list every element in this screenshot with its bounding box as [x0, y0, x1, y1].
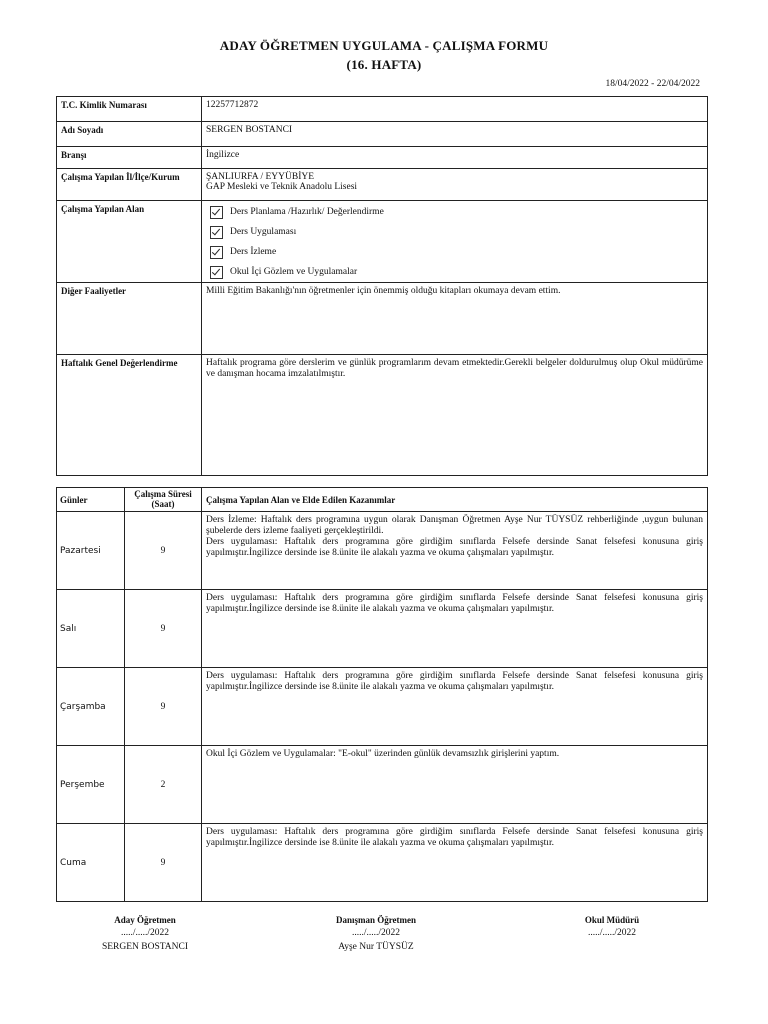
form-title: ADAY ÖĞRETMEN UYGULAMA - ÇALIŞMA FORMU [219, 38, 549, 53]
hours-monday: 9 [125, 512, 202, 590]
place-label: Çalışma Yapılan İl/İlçe/Kurum [57, 169, 202, 201]
work-tuesday: Ders uygulaması: Haftalık ders programına göre girdiğim sınıflarda Felsefe dersinde Sanat felsefesi konusuna giriş yapılmıştır.İngilizce dersinde ise 8.ünite ile alakalı yazma ve okuma çalışmaları yapılmıştır. [202, 590, 708, 668]
area-item-observation [202, 242, 707, 262]
area-item-label: Okul İçi Gözlem ve Uygulamalar [230, 267, 358, 277]
checkbox-checked-icon[interactable] [210, 226, 223, 239]
col-hours-line-1: Çalışma Süresi [134, 489, 192, 500]
work-text: Ders İzleme: Haftalık ders programına uygun olarak Danışman Öğretmen Ayşe Nur TÜYSÜZ rehberliğinde ,uygun bulunan şubelerde ders izleme faaliyeti gerçekleştirildi. [206, 515, 703, 536]
eval-label: Haftalık Genel Değerlendirme [57, 355, 202, 476]
eval-value: Haftalık programa göre derslerim ve günlük programlarım devam etmektedir.Gerekli belgeler doldurulmuş olup Okul müdürüme ve danışman hocama imzalatılmıştır. [202, 355, 708, 476]
advisor-role: Danışman Öğretmen [335, 915, 417, 925]
work-friday: Ders uygulaması: Haftalık ders programına göre girdiğim sınıflarda Felsefe dersinde Sanat felsefesi konusuna giriş yapılmıştır.İngilizce dersinde ise 8.ünite ile alakalı yazma ve okuma çalışmaları yapılmıştır. [202, 824, 708, 902]
table-row [57, 824, 708, 902]
name-label: Adı Soyadı [57, 122, 202, 147]
principal-date: ...../...../2022 [587, 928, 637, 939]
advisor-name: Ayşe Nur TÜYSÜZ [338, 941, 414, 952]
candidate-name: SERGEN BOSTANCI [101, 941, 189, 952]
other-label: Diğer Faaliyetler [57, 283, 202, 355]
col-hours [125, 488, 202, 512]
area-checklist [202, 201, 708, 283]
table-row [57, 590, 708, 668]
checkbox-checked-icon[interactable] [210, 246, 223, 259]
work-monday [202, 512, 708, 590]
signature-candidate [45, 914, 245, 955]
place-value [202, 169, 708, 201]
hours-friday: 9 [125, 824, 202, 902]
checkbox-checked-icon[interactable] [210, 206, 223, 219]
branch-value: İngilizce [202, 147, 708, 169]
other-value: Milli Eğitim Bakanlığı'nın öğretmenler için önemmiş olduğu kitapları okumaya devam ettim. [202, 283, 708, 355]
col-work: Çalışma Yapılan Alan ve Elde Edilen Kazanımlar [202, 488, 708, 512]
day-friday: Cuma [57, 824, 125, 902]
table-row [57, 746, 708, 824]
area-item-label: Ders Planlama /Hazırlık/ Değerlendirme [230, 207, 384, 217]
area-item-teaching [202, 222, 707, 242]
branch-label: Branşı [57, 147, 202, 169]
hours-thursday: 2 [125, 746, 202, 824]
place-line-1: ŞANLIURFA / EYYÜBİYE [206, 172, 315, 182]
hours-wednesday: 9 [125, 668, 202, 746]
checkbox-checked-icon[interactable] [210, 266, 223, 279]
place-line-2: GAP Mesleki ve Teknik Anadolu Lisesi [206, 182, 358, 193]
tc-label: T.C. Kimlik Numarası [57, 97, 202, 122]
work-text: Ders uygulaması: Haftalık ders programına göre girdiğim sınıflarda Felsefe dersinde Sanat felsefesi konusuna giriş yapılmıştır.İngilizce dersinde ise 8.ünite ile alakalı yazma ve okuma çalışmaları yapılmıştır. [206, 536, 703, 558]
area-label: Çalışma Yapılan Alan [57, 201, 202, 283]
advisor-date: ...../...../2022 [351, 928, 401, 939]
day-monday: Pazartesi [57, 512, 125, 590]
area-item-planning [202, 202, 707, 222]
area-item-label: Ders Uygulaması [230, 227, 297, 237]
col-days: Günler [57, 488, 125, 512]
principal-role: Okul Müdürü [584, 915, 640, 925]
signature-advisor [276, 914, 476, 955]
candidate-role: Aday Öğretmen [114, 915, 176, 925]
work-wednesday: Ders uygulaması: Haftalık ders programına göre girdiğim sınıflarda Felsefe dersinde Sanat felsefesi konusuna giriş yapılmıştır.İngilizce dersinde ise 8.ünite ile alakalı yazma ve okuma çalışmaları yapılmıştır. [202, 668, 708, 746]
table-row [57, 668, 708, 746]
area-item-school [202, 262, 707, 282]
day-tuesday: Salı [57, 590, 125, 668]
hours-tuesday: 9 [125, 590, 202, 668]
info-table [56, 96, 708, 476]
form-week: (16. HAFTA) [346, 57, 422, 72]
weekly-table [56, 487, 708, 902]
table-row [57, 512, 708, 590]
work-thursday: Okul İçi Gözlem ve Uygulamalar: "E-okul" üzerinden günlük devamsızlık girişlerini yaptım. [202, 746, 708, 824]
date-range: 18/04/2022 - 22/04/2022 [605, 79, 700, 89]
day-thursday: Perşembe [57, 746, 125, 824]
area-item-label: Ders İzleme [230, 247, 277, 257]
signature-principal [512, 914, 712, 941]
day-wednesday: Çarşamba [57, 668, 125, 746]
tc-value: 12257712872 [202, 97, 708, 122]
candidate-date: ...../...../2022 [120, 928, 170, 939]
name-value: SERGEN BOSTANCI [202, 122, 708, 147]
col-hours-line-2: (Saat) [151, 498, 175, 509]
